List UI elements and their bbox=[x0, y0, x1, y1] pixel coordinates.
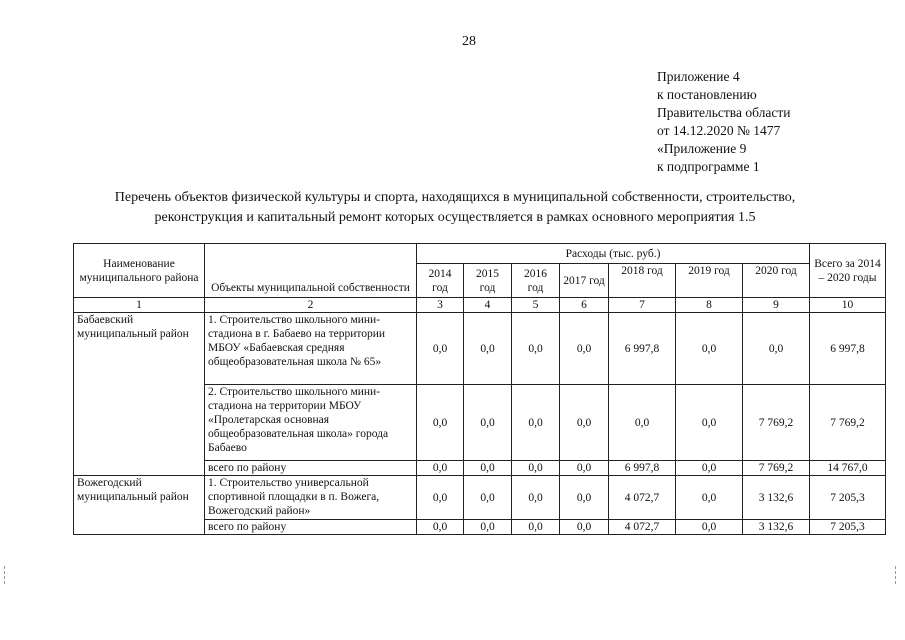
column-number: 3 bbox=[417, 298, 464, 313]
header-objects: Объекты муниципальной собственности bbox=[205, 244, 417, 298]
value-cell: 0,0 bbox=[512, 476, 560, 520]
header-district: Наименование муниципального района bbox=[74, 244, 205, 298]
appendix-line: Правительства области bbox=[657, 105, 791, 120]
header-year: 2017 год bbox=[560, 264, 609, 298]
subtotal-value: 0,0 bbox=[676, 461, 743, 476]
column-number: 4 bbox=[464, 298, 512, 313]
scan-mark bbox=[4, 566, 6, 584]
value-cell: 0,0 bbox=[464, 313, 512, 385]
column-number: 5 bbox=[512, 298, 560, 313]
value-cell: 0,0 bbox=[560, 385, 609, 461]
value-cell: 0,0 bbox=[609, 385, 676, 461]
column-numbers-row bbox=[74, 298, 886, 313]
header-expenses: Расходы (тыс. руб.) bbox=[417, 244, 810, 264]
header-year: 2018 год bbox=[609, 264, 676, 298]
column-number: 1 bbox=[74, 298, 205, 313]
subtotal-label: всего по району bbox=[205, 520, 417, 535]
value-cell: 7 769,2 bbox=[810, 385, 886, 461]
subtotal-value: 0,0 bbox=[560, 520, 609, 535]
subtotal-value: 0,0 bbox=[512, 461, 560, 476]
appendix-block bbox=[657, 68, 790, 176]
header-year: 2014 год bbox=[417, 264, 464, 298]
value-cell: 0,0 bbox=[560, 476, 609, 520]
value-cell: 4 072,7 bbox=[609, 476, 676, 520]
value-cell: 7 205,3 bbox=[810, 476, 886, 520]
subtotal-value: 3 132,6 bbox=[743, 520, 810, 535]
table-row bbox=[74, 476, 886, 520]
value-cell: 0,0 bbox=[417, 476, 464, 520]
header-total: Всего за 2014 – 2020 годы bbox=[810, 244, 886, 298]
subtotal-value: 14 767,0 bbox=[810, 461, 886, 476]
value-cell: 6 997,8 bbox=[810, 313, 886, 385]
appendix-line: «Приложение 9 bbox=[657, 141, 747, 156]
value-cell: 6 997,8 bbox=[609, 313, 676, 385]
value-cell: 0,0 bbox=[560, 313, 609, 385]
column-number: 9 bbox=[743, 298, 810, 313]
page-number: 28 bbox=[462, 34, 476, 49]
column-number: 8 bbox=[676, 298, 743, 313]
document-title bbox=[60, 188, 850, 228]
value-cell: 0,0 bbox=[743, 313, 810, 385]
column-number: 7 bbox=[609, 298, 676, 313]
header-year: 2016 год bbox=[512, 264, 560, 298]
subtotal-label: всего по району bbox=[205, 461, 417, 476]
object-name: 2. Строительство школьного мини-стадиона на территории МБОУ «Пролетарская основная общеобразовательная школа» города Бабаево bbox=[205, 385, 417, 461]
value-cell: 0,0 bbox=[464, 385, 512, 461]
subtotal-value: 4 072,7 bbox=[609, 520, 676, 535]
value-cell: 7 769,2 bbox=[743, 385, 810, 461]
value-cell: 0,0 bbox=[676, 385, 743, 461]
subtotal-value: 7 205,3 bbox=[810, 520, 886, 535]
appendix-line: от 14.12.2020 № 1477 bbox=[657, 123, 781, 138]
subtotal-value: 6 997,8 bbox=[609, 461, 676, 476]
title-line: реконструкция и капитальный ремонт которых осуществляется в рамках основного мероприятия 1.5 bbox=[154, 210, 756, 225]
column-number: 2 bbox=[205, 298, 417, 313]
appendix-line: к постановлению bbox=[657, 87, 757, 102]
objects-table bbox=[73, 243, 886, 535]
value-cell: 0,0 bbox=[676, 313, 743, 385]
subtotal-value: 0,0 bbox=[464, 461, 512, 476]
value-cell: 0,0 bbox=[512, 313, 560, 385]
header-year: 2020 год bbox=[743, 264, 810, 298]
table-row bbox=[74, 313, 886, 385]
subtotal-value: 0,0 bbox=[512, 520, 560, 535]
value-cell: 0,0 bbox=[464, 476, 512, 520]
subtotal-value: 0,0 bbox=[676, 520, 743, 535]
subtotal-value: 0,0 bbox=[417, 520, 464, 535]
object-name: 1. Строительство универсальной спортивной площадки в п. Вожега, Вожегодский район» bbox=[205, 476, 417, 520]
scan-mark bbox=[895, 566, 897, 584]
subtotal-value: 0,0 bbox=[560, 461, 609, 476]
value-cell: 0,0 bbox=[417, 385, 464, 461]
appendix-line: к подпрограмме 1 bbox=[657, 159, 760, 174]
column-number: 6 bbox=[560, 298, 609, 313]
district-name: Вожегодский муниципальный район bbox=[74, 476, 205, 535]
value-cell: 0,0 bbox=[512, 385, 560, 461]
header-row bbox=[74, 244, 886, 264]
column-number: 10 bbox=[810, 298, 886, 313]
subtotal-value: 0,0 bbox=[464, 520, 512, 535]
appendix-line: Приложение 4 bbox=[657, 69, 740, 84]
header-year: 2019 год bbox=[676, 264, 743, 298]
header-year: 2015 год bbox=[464, 264, 512, 298]
value-cell: 3 132,6 bbox=[743, 476, 810, 520]
subtotal-value: 0,0 bbox=[417, 461, 464, 476]
object-name: 1. Строительство школьного мини-стадиона в г. Бабаево на территории МБОУ «Бабаевская средняя общеобразовательная школа № 65» bbox=[205, 313, 417, 385]
subtotal-value: 7 769,2 bbox=[743, 461, 810, 476]
value-cell: 0,0 bbox=[676, 476, 743, 520]
title-line: Перечень объектов физической культуры и спорта, находящихся в муниципальной собственности, строительство, bbox=[114, 190, 796, 205]
value-cell: 0,0 bbox=[417, 313, 464, 385]
district-name: Бабаевский муниципальный район bbox=[74, 313, 205, 476]
